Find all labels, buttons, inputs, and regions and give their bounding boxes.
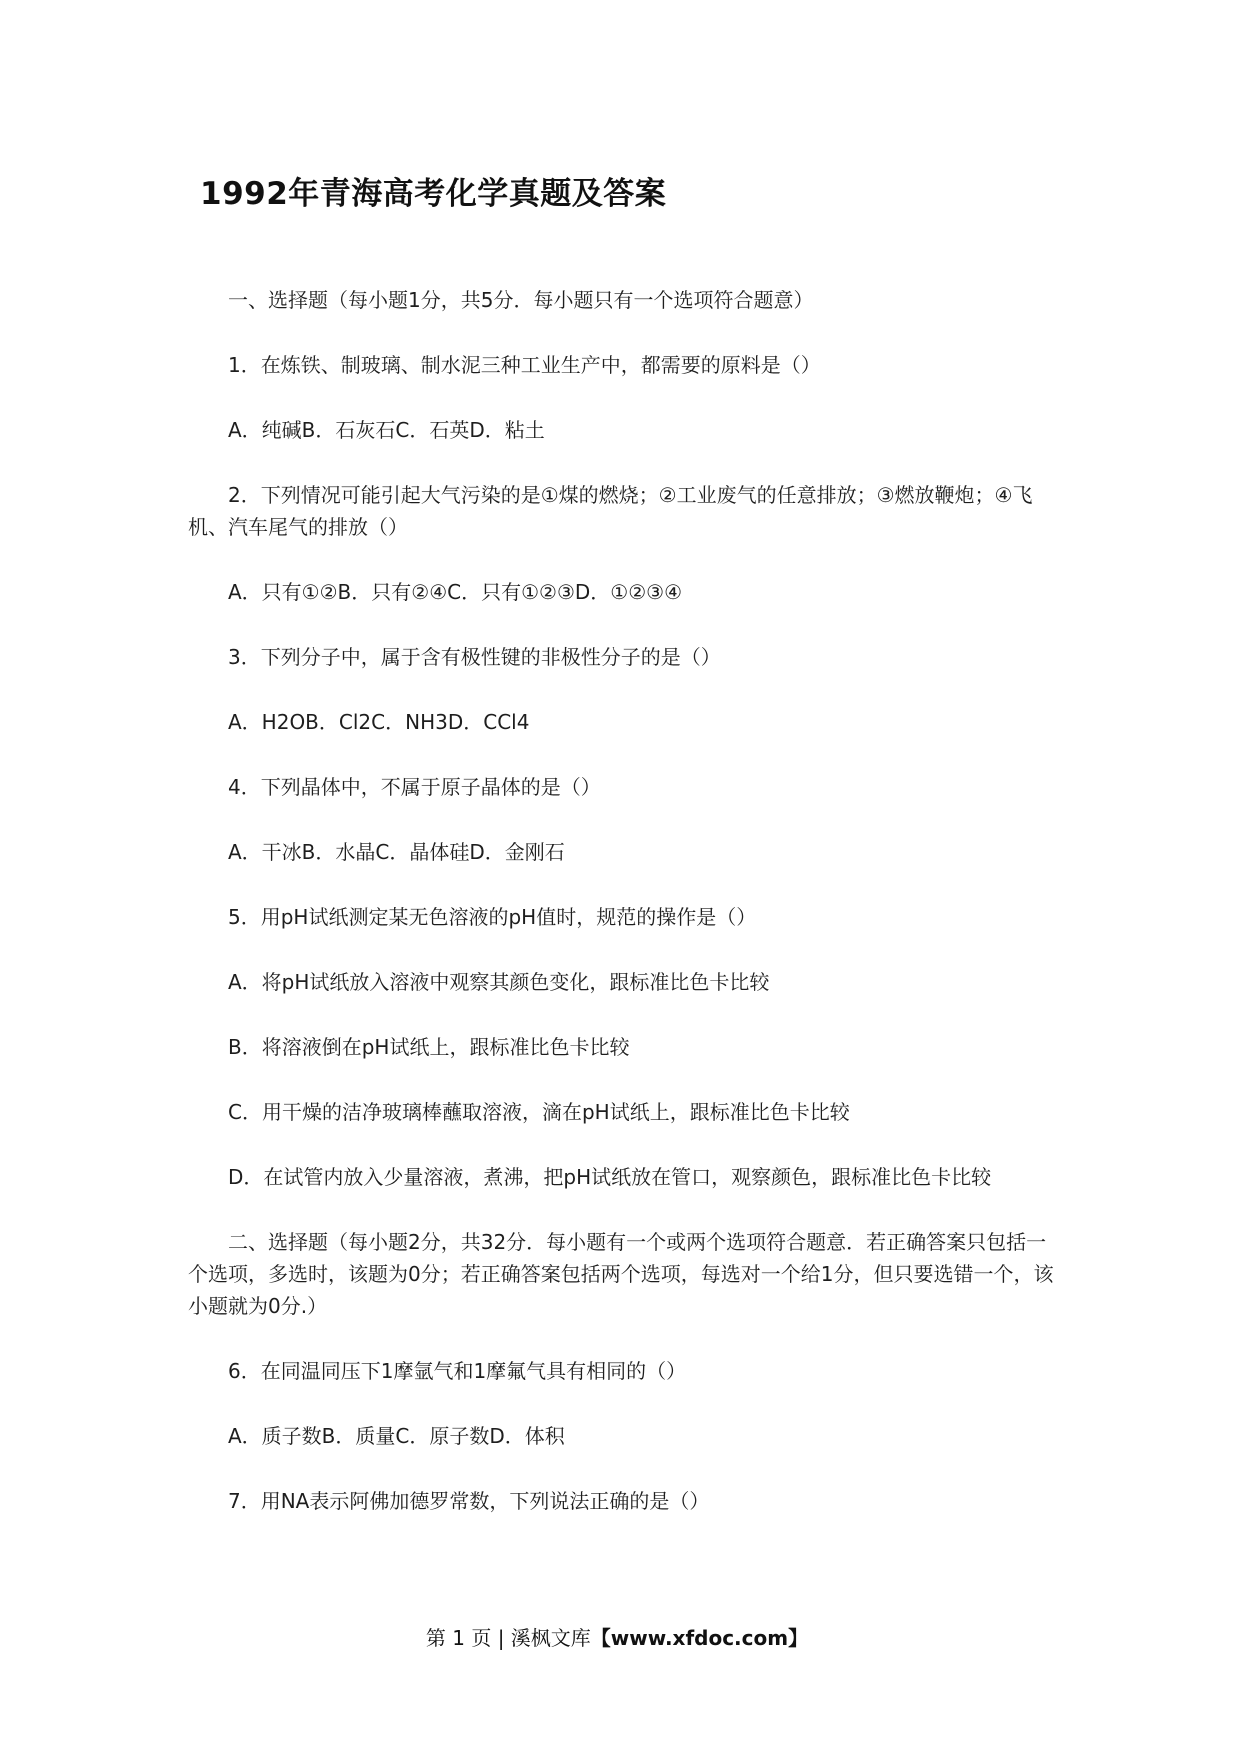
footer-separator: | xyxy=(491,1626,511,1650)
site-name: 溪枫文库 xyxy=(510,1626,591,1650)
question-5-option-b: B．将溶液倒在pH试纸上，跟标准比色卡比较 xyxy=(228,1035,630,1059)
section-heading-1: 一、选择题（每小题1分，共5分．每小题只有一个选项符合题意） xyxy=(228,288,814,312)
question-5-option-d: D．在试管内放入少量溶液，煮沸，把pH试纸放在管口，观察颜色，跟标准比色卡比较 xyxy=(228,1165,992,1189)
question-1: 1．在炼铁、制玻璃、制水泥三种工业生产中，都需要的原料是（） xyxy=(228,353,821,377)
question-4: 4．下列晶体中，不属于原子晶体的是（） xyxy=(228,775,601,799)
section-heading-2: 二、选择题（每小题2分，共32分．每小题有一个或两个选项符合题意．若正确答案只包括一个选项，多选时，该题为0分；若正确答案包括两个选项，每选对一个给1分，但只要选错一个，该小题就为0分.） xyxy=(188,1230,1054,1318)
question-6: 6．在同温同压下1摩氩气和1摩氟气具有相同的（） xyxy=(228,1359,687,1383)
question-3-options: A．H2OB．Cl2C．NH3D．CCl4 xyxy=(228,710,530,734)
document-title: 1992年青海高考化学真题及答案 xyxy=(200,176,667,212)
question-1-options: A．纯碱B．石灰石C．石英D．粘土 xyxy=(228,418,545,442)
question-5: 5．用pH试纸测定某无色溶液的pH值时，规范的操作是（） xyxy=(228,905,757,929)
question-5-option-c: C．用干燥的洁净玻璃棒蘸取溶液，滴在pH试纸上，跟标准比色卡比较 xyxy=(228,1100,850,1124)
question-7: 7．用NA表示阿佛加德罗常数，下列说法正确的是（） xyxy=(228,1489,710,1513)
question-2-options: A．只有①②B．只有②④C．只有①②③D．①②③④ xyxy=(228,580,682,604)
question-6-options: A．质子数B．质量C．原子数D．体积 xyxy=(228,1424,565,1448)
site-url: 【www.xfdoc.com】 xyxy=(590,1626,809,1650)
document-body xyxy=(188,284,1056,1550)
question-5-option-a: A．将pH试纸放入溶液中观察其颜色变化，跟标准比色卡比较 xyxy=(228,970,770,994)
question-3: 3．下列分子中，属于含有极性键的非极性分子的是（） xyxy=(228,645,721,669)
question-2: 2．下列情况可能引起大气污染的是①煤的燃烧；②工业废气的任意排放；③燃放鞭炮；④飞机、汽车尾气的排放（） xyxy=(188,483,1033,539)
question-4-options: A．干冰B．水晶C．晶体硅D．金刚石 xyxy=(228,840,565,864)
page-footer xyxy=(0,1622,1234,1654)
page-number: 第 1 页 xyxy=(425,1626,492,1650)
